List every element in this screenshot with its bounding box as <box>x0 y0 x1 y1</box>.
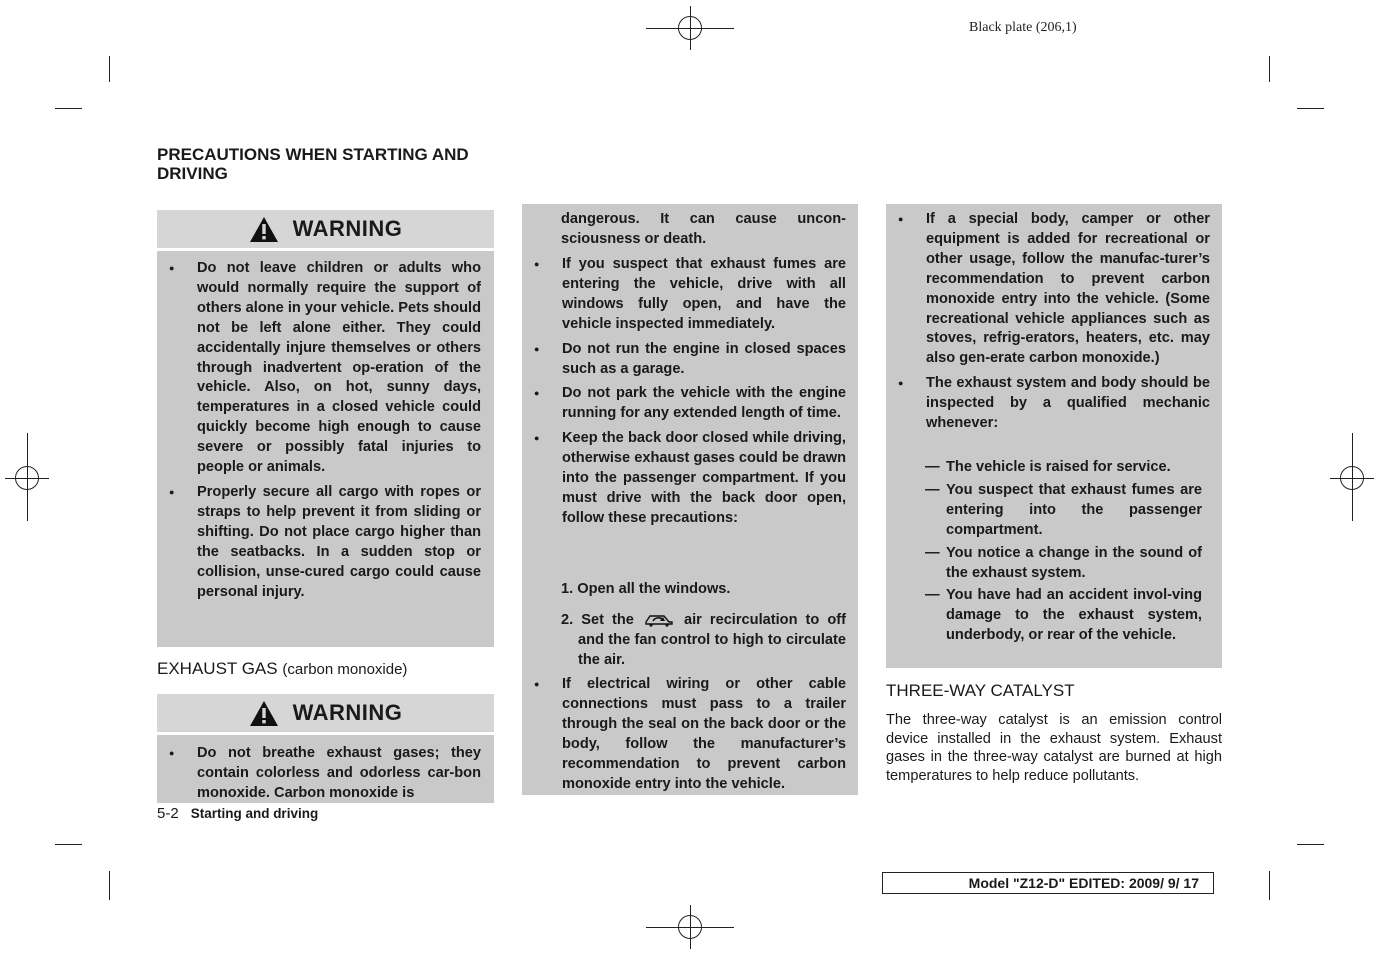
warning-list <box>522 255 846 534</box>
warning-box-children <box>157 210 494 647</box>
catalyst-body: The three-way catalyst is an emission control device installed in the exhaust system. Exhaust gases in the three-way catalyst are burned at high temperatures to help reduce pollutants. <box>886 712 1222 784</box>
dash-mark: — <box>925 587 940 604</box>
list-item: ● Do not park the vehicle with the engine running for any extended length of time. <box>522 384 846 424</box>
exhaust-gas-heading-main: EXHAUST GAS <box>157 659 278 678</box>
warning-list <box>157 744 481 809</box>
dash-item-text: You notice a change in the sound of the exhaust system. <box>946 544 1202 581</box>
warning-triangle-icon <box>249 216 279 243</box>
list-item <box>925 481 1202 541</box>
list-item: ● Do not breathe exhaust gases; they contain colorless and odorless car-bon monoxide. Carbon monoxide is <box>157 744 481 804</box>
plate-label: Black plate (206,1) <box>969 20 1077 35</box>
page-footer <box>157 805 318 822</box>
list-item: ● If a special body, camper or other equipment is added for recreational or other usage, follow the manufac-turer’s recommendation to prevent carbon monoxide entry into the vehicle. (Some recreational vehicle appliances such as stoves, refrig-erators, heaters, etc. may also gen-erate carbon monoxide.) <box>886 210 1210 369</box>
precaution-step-2 <box>561 610 846 671</box>
continuation-text: dangerous. It can cause uncon-sciousness or death. <box>561 211 846 247</box>
chapter-title: Starting and driving <box>190 806 319 821</box>
warning-list <box>157 259 481 607</box>
list-item: ● The exhaust system and body should be inspected by a qualified mechanic whenever: <box>886 374 1210 434</box>
list-item: ● Do not run the engine in closed spaces such as a garage. <box>522 340 846 380</box>
warning-title: WARNING <box>292 700 403 725</box>
warning-title: WARNING <box>292 216 403 241</box>
list-item: ● Do not leave children or adults who would normally require the support of others alone in your vehicle. Pets should not be left alone either. They could accidentally injure themselves or others through inadvertent op-eration of the vehicle. Also, on hot, sunny days, temperatures in a closed vehicle could quickly become high enough to cause severe or possibly fatal injuries to people or animals. <box>157 259 481 478</box>
inspection-conditions <box>925 458 1202 649</box>
air-recirculation-icon <box>642 610 676 627</box>
dash-item-text: The vehicle is raised for service. <box>946 459 1171 475</box>
list-item <box>925 544 1202 584</box>
warning-box-exhaust <box>157 694 494 803</box>
section-title: PRECAUTIONS WHEN STARTING AND DRIVING <box>157 145 469 183</box>
exhaust-gas-heading <box>157 659 407 679</box>
warning-header <box>157 694 494 735</box>
model-edit-label: Model "Z12-D" EDITED: 2009/ 9/ 17 <box>882 872 1214 894</box>
dash-mark: — <box>925 544 940 561</box>
list-item <box>925 586 1202 646</box>
step-2-prefix: 2. Set the <box>561 612 634 628</box>
dash-mark: — <box>925 481 940 498</box>
step-2-suffix: air recirculation to off and the fan control to high to circulate the air. <box>578 612 847 668</box>
dash-item-text: You suspect that exhaust fumes are entering into the passenger compartment. <box>946 481 1202 538</box>
catalyst-heading: THREE-WAY CATALYST <box>886 681 1075 700</box>
warning-triangle-icon <box>249 700 279 727</box>
warning-list <box>522 675 846 799</box>
list-item: ● If electrical wiring or other cable connections must pass to a trailer through the seal on the back door or the body, follow the manufacturer’s recommendation to prevent carbon monoxide entry into the vehicle. <box>522 675 846 794</box>
list-item: ● Properly secure all cargo with ropes or straps to help prevent it from sliding or shifting. Do not place cargo higher than the seatbacks. In a sudden stop or collision, unse-cured cargo could cause personal injury. <box>157 483 481 602</box>
dash-mark: — <box>925 459 940 475</box>
exhaust-gas-heading-paren: (carbon monoxide) <box>282 661 408 678</box>
list-item: ● If you suspect that exhaust fumes are entering the vehicle, drive with all windows fully open, and have the vehicle inspected immediately. <box>522 255 846 335</box>
dash-item-text: You have had an accident invol-ving damage to the exhaust system, underbody, or rear of the vehicle. <box>946 587 1202 644</box>
precaution-step-1: 1. Open all the windows. <box>561 581 731 597</box>
warning-header <box>157 210 494 251</box>
page-number: 5-2 <box>157 805 179 822</box>
warning-box-exhaust-continued <box>522 204 858 795</box>
list-item <box>925 458 1202 478</box>
warning-box-exhaust-continued-2 <box>886 204 1222 668</box>
warning-list <box>886 210 1210 439</box>
list-item: ● Keep the back door closed while driving, otherwise exhaust gases could be drawn into the passenger compartment. If you must drive with the back door open, follow these precautions: <box>522 429 846 529</box>
